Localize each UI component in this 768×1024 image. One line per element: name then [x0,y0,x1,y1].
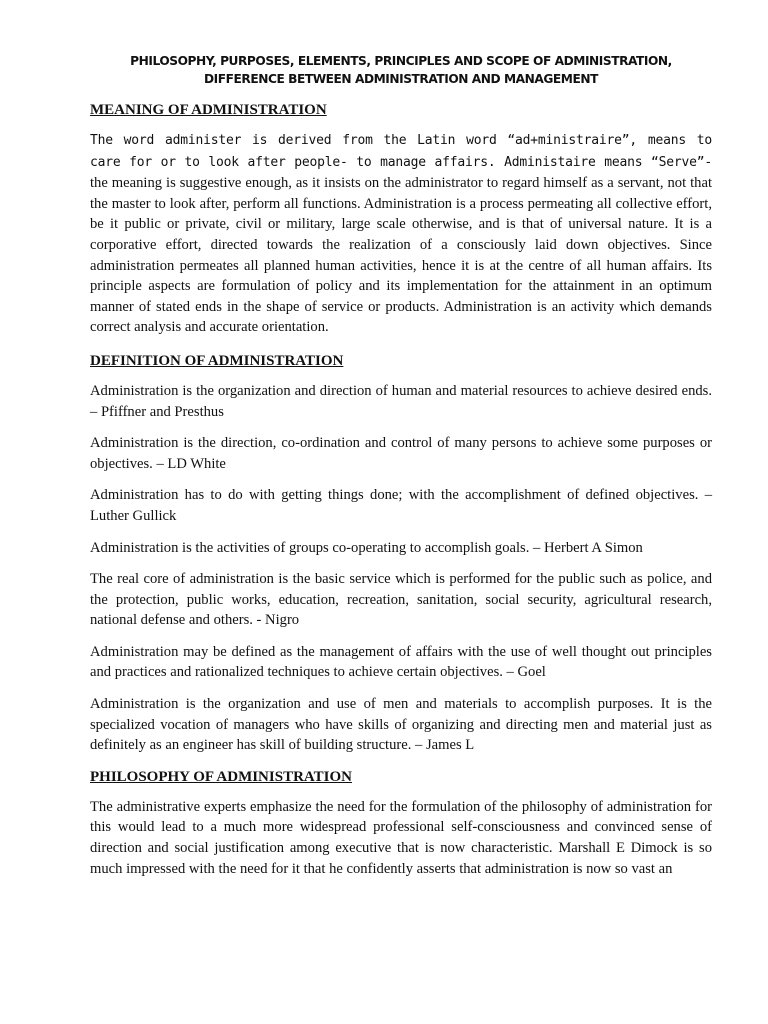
document-title: PHILOSOPHY, PURPOSES, ELEMENTS, PRINCIPLES AND SCOPE OF ADMINISTRATION, DIFFERENCE BETWEEN ADMINISTRATION AND MANAGEMENT [130,54,672,86]
philosophy-paragraph: The administrative experts emphasize the need for the formulation of the philosophy of administration for this would lead to a much more widespread professional self-consciousness and convinced sense of direction and social justification among executive that is now characteristic. Marshall E Dimock is so much impressed with the need for it that he confidently asserts that administration is now so vast an [90,798,712,877]
section-heading-philosophy: PHILOSOPHY OF ADMINISTRATION [90,768,352,785]
meaning-paragraph [90,130,712,338]
definition-paragraph: Administration is the organization and direction of human and material resources to achieve desired ends. – Pfiffner and Presthus [90,382,712,420]
definition-paragraph: The real core of administration is the basic service which is performed for the public such as police, and the protection, public works, education, recreation, sanitation, social security, agricultural research, national defense and others. - Nigro [90,571,712,629]
section-heading-meaning: MEANING OF ADMINISTRATION [90,102,327,118]
definition-paragraph: Administration may be defined as the management of affairs with the use of well thought out principles and practices and rationalized techniques to achieve certain objectives. – Goel [90,643,712,681]
definition-paragraph: Administration is the activities of groups co-operating to accomplish goals. – Herbert A Simon [90,539,643,556]
meaning-paragraph-lead: The word administer is derived from the Latin word “ad+ministraire”, means to care for or to look after people- to manage affairs. Administaire means “Serve”- [90,133,712,170]
section-heading-definition: DEFINITION OF ADMINISTRATION [90,352,344,369]
definition-paragraph: Administration is the organization and use of men and materials to accomplish purposes. It is the specialized vocation of managers who have skills of organizing and directing men and material just as definitely as an engineer has skill of building structure. – James L [90,696,712,754]
definition-paragraph: Administration is the direction, co-ordination and control of many persons to achieve some purposes or objectives. – LD White [90,435,712,472]
definition-paragraph: Administration has to do with getting things done; with the accomplishment of defined objectives. – Luther Gullick [90,487,712,524]
meaning-paragraph-rest: the meaning is suggestive enough, as it insists on the administrator to regard himself as a servant, not that the master to look after, perform all functions. Administration is a process permeating all collective effort, be it public or private, civil or military, large scale otherwise, and is that of universal nature. It is a corporative effort, directed towards the realization of a consciously laid down objectives. Since administration permeates all planned human activities, hence it is at the centre of all human affairs. Its principle aspects are formulation of policy and its implementation for the attainment in an optimum manner of stated ends in the shape of service or products. Administration is an activity which demands correct analysis and accurate orientation. [90,175,712,336]
